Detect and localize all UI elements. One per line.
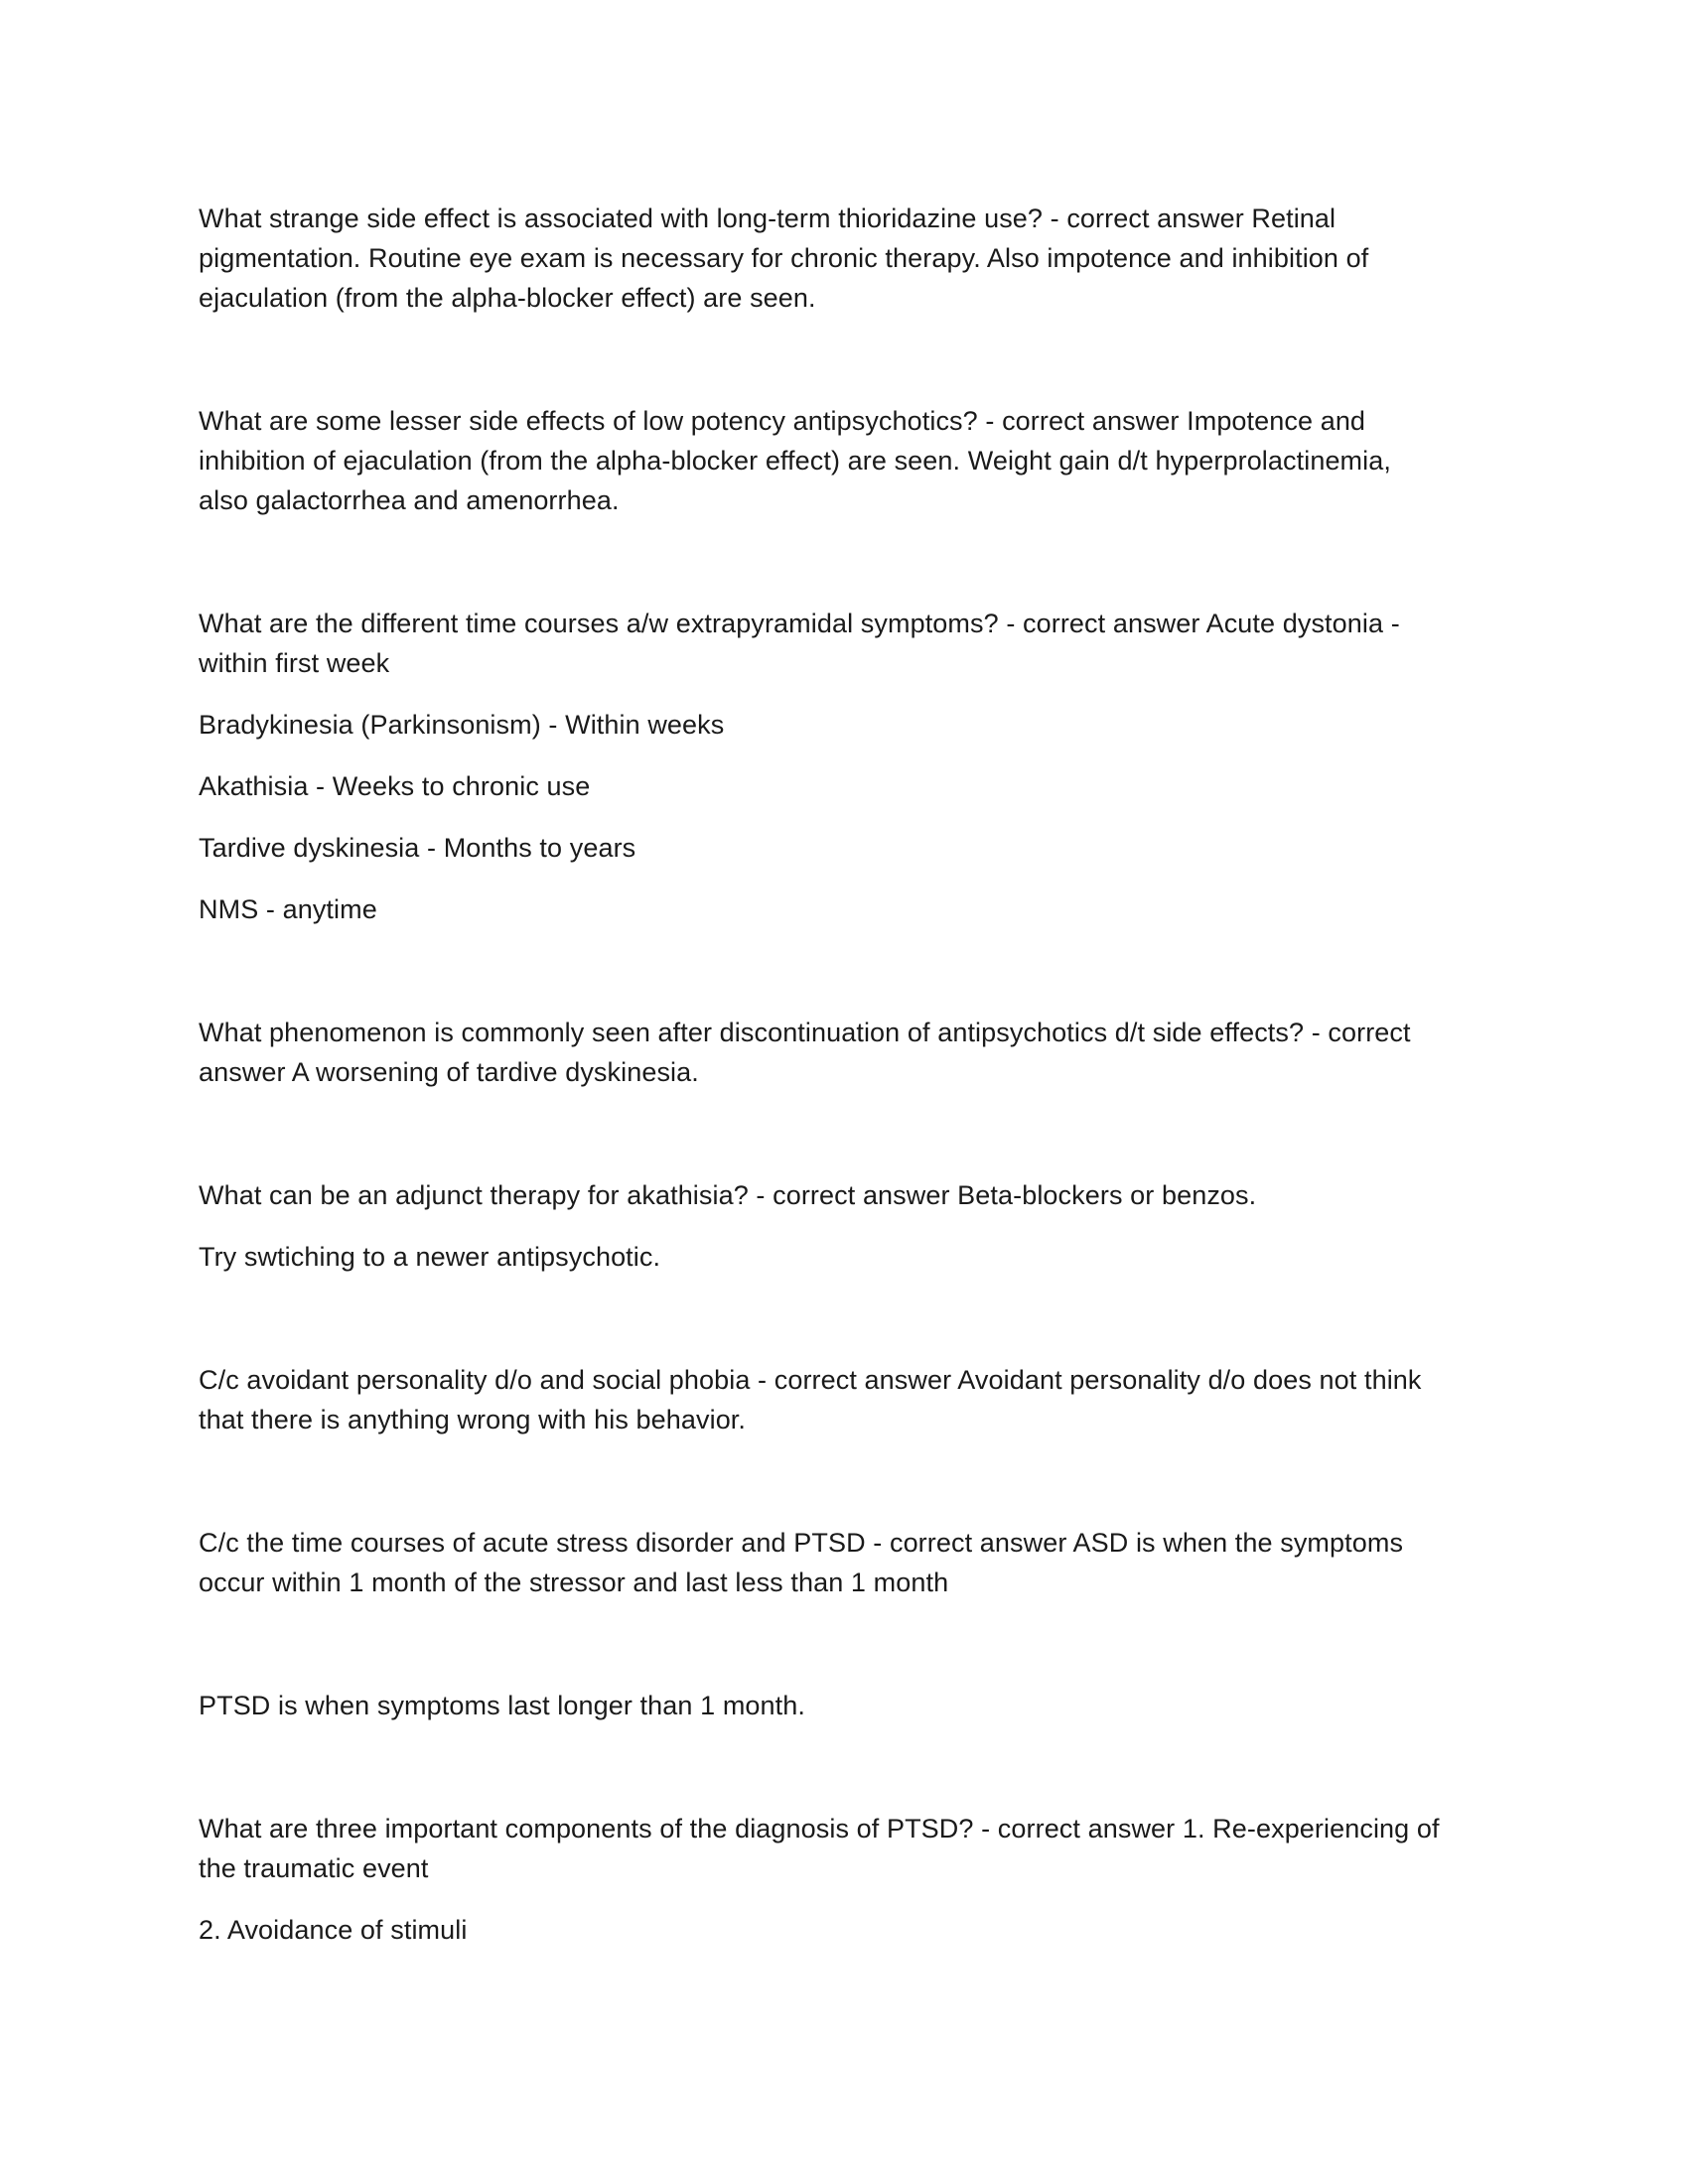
text-line: C/c avoidant personality d/o and social phobia - correct answer Avoidant personality d/o does not think [199, 1365, 1422, 1395]
text-line: also galactorrhea and amenorrhea. [199, 485, 620, 515]
text-line: What are some lesser side effects of low potency antipsychotics? - correct answer Impotence and [199, 406, 1366, 436]
text-line: Tardive dyskinesia - Months to years [199, 833, 636, 863]
text-line: answer A worsening of tardive dyskinesia. [199, 1057, 699, 1087]
text-line: What phenomenon is commonly seen after discontinuation of antipsychotics d/t side effects? - correct [199, 1018, 1411, 1047]
text-line: 2. Avoidance of stimuli [199, 1915, 468, 1945]
text-line: inhibition of ejaculation (from the alpha-blocker effect) are seen. Weight gain d/t hyperprolactinemia, [199, 446, 1391, 476]
text-line: What are three important components of the diagnosis of PTSD? - correct answer 1. Re-experiencing of [199, 1814, 1440, 1843]
text-line: pigmentation. Routine eye exam is necessary for chronic therapy. Also impotence and inhibition of [199, 243, 1369, 273]
text-line: that there is anything wrong with his behavior. [199, 1405, 747, 1434]
text-line: C/c the time courses of acute stress disorder and PTSD - correct answer ASD is when the symptoms [199, 1528, 1404, 1558]
text-line: Try swtiching to a newer antipsychotic. [199, 1242, 661, 1272]
text-line: ejaculation (from the alpha-blocker effect) are seen. [199, 283, 816, 313]
text-line: Bradykinesia (Parkinsonism) - Within weeks [199, 710, 725, 740]
text-line: What can be an adjunct therapy for akathisia? - correct answer Beta-blockers or benzos. [199, 1180, 1257, 1210]
text-line: What strange side effect is associated with long-term thioridazine use? - correct answer Retinal [199, 204, 1336, 233]
text-line: Akathisia - Weeks to chronic use [199, 771, 591, 801]
text-line: within first week [199, 648, 390, 678]
text-line: occur within 1 month of the stressor and last less than 1 month [199, 1568, 949, 1597]
text-line: PTSD is when symptoms last longer than 1 month. [199, 1691, 805, 1720]
text-line: the traumatic event [199, 1853, 429, 1883]
text-line: NMS - anytime [199, 894, 377, 924]
text-line: What are the different time courses a/w extrapyramidal symptoms? - correct answer Acute dystonia - [199, 609, 1400, 638]
